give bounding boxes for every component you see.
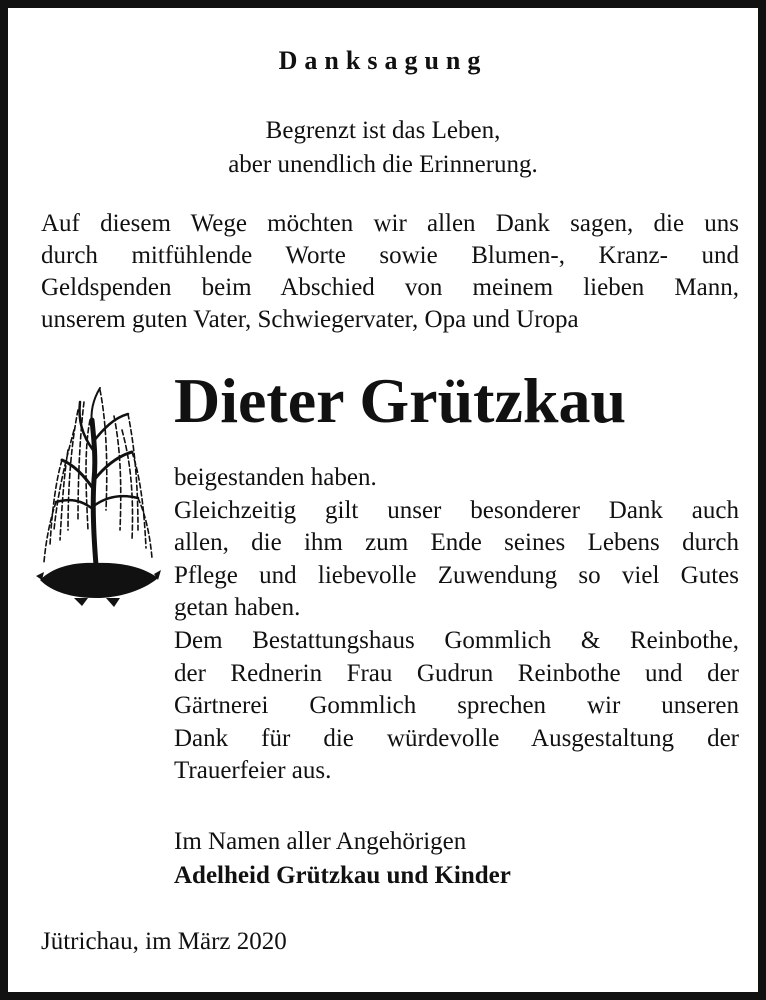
body-line: Trauerfeier aus. [174,757,332,785]
motto-line: Begrenzt ist das Leben, [265,117,501,144]
body-line: Dem Bestattungshaus Gommlich & Reinbothe, [174,626,739,654]
signature-intro: Im Namen aller Angehörigen [174,828,467,855]
intro-paragraph [41,208,739,336]
body-paragraph [174,462,739,788]
body-line: beigestanden haben. [174,464,377,491]
body-line: Gärtnerei Gommlich sprechen wir unseren [174,692,739,720]
intro-line: unserem guten Vater, Schwiegervater, Opa und Uropa [41,306,579,333]
motto-line: aber unendlich die Erinnerung. [228,151,538,178]
intro-line: durch mitfühlende Worte sowie Blumen-, Kranz- und [41,242,739,269]
notice-heading: Danksagung [278,46,488,75]
body-line: Dank für die würdevolle Ausgestaltung der [174,724,739,752]
signature-names: Adelheid Grützkau und Kinder [174,862,511,889]
motto [8,114,758,182]
intro-line: Auf diesem Wege möchten wir allen Dank sagen, die uns [41,210,739,237]
body-line: allen, die ihm zum Ende seines Lebens durch [174,529,739,557]
weeping-willow-icon [34,380,162,610]
deceased-name: Dieter Grützkau [174,365,627,436]
place-date: Jütrichau, im März 2020 [41,928,287,955]
body-line: getan haben. [174,594,301,622]
body-line: der Rednerin Frau Gudrun Reinbothe und der [174,659,739,687]
body-line: Pflege und liebevolle Zuwendung so viel Gutes [174,561,739,589]
body-line: Gleichzeitig gilt unser besonderer Dank auch [174,496,739,524]
intro-line: Geldspenden beim Abschied von meinem lieben Mann, [41,274,739,301]
